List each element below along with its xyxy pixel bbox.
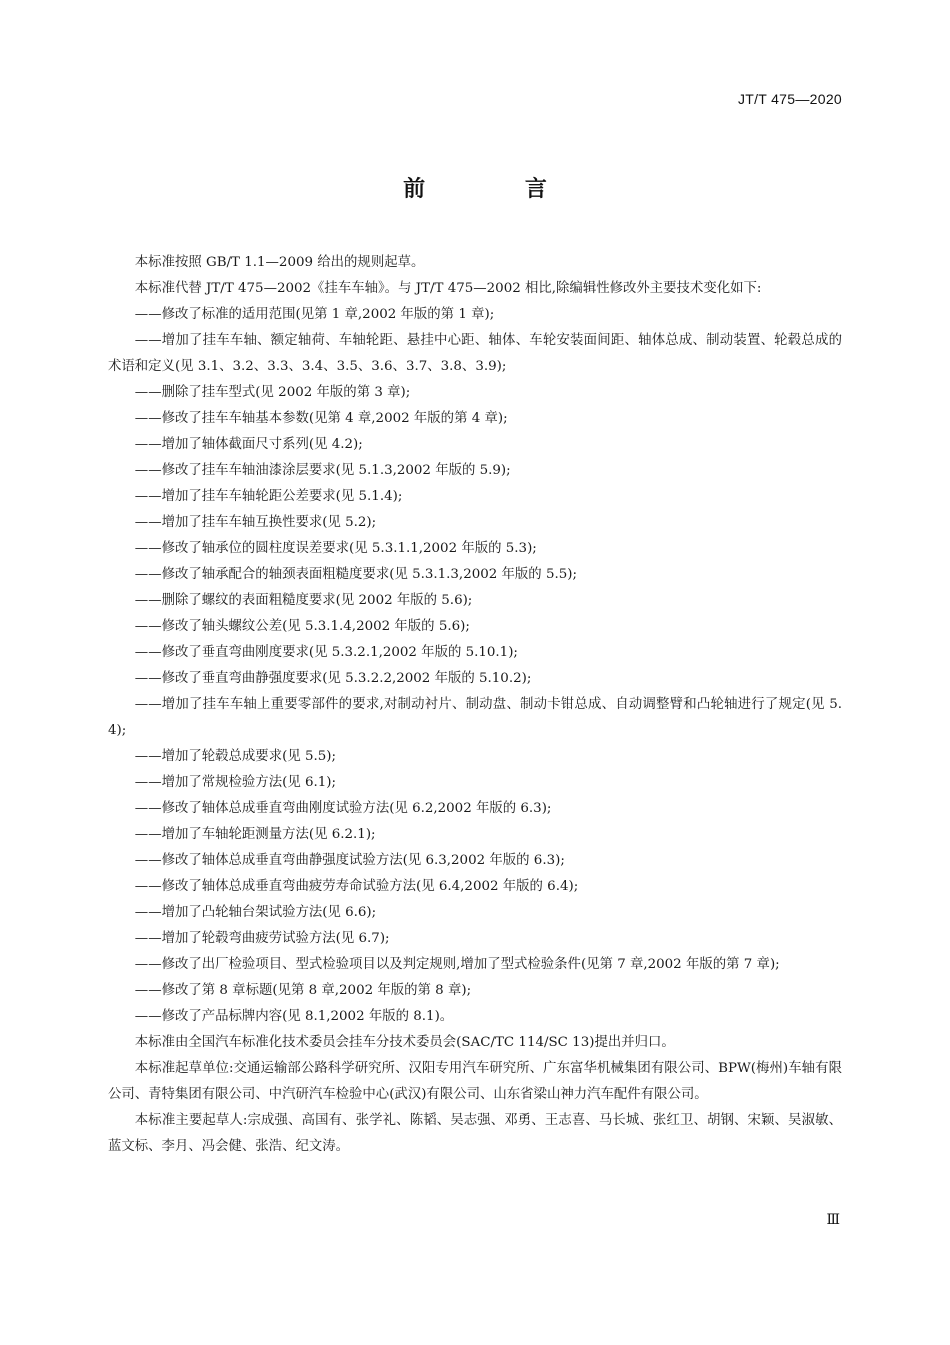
change-item: ——增加了凸轮轴台架试验方法(见 6.6); — [134, 905, 377, 920]
intro-paragraph: 本标准按照 GB/T 1.1—2009 给出的规则起草。 — [134, 255, 425, 270]
change-item: ——修改了垂直弯曲静强度要求(见 5.3.2.2,2002 年版的 5.10.2); — [134, 671, 532, 686]
drafters-paragraph: 本标准主要起草人:宗成强、高国有、张学礼、陈韬、吴志强、邓勇、王志喜、马长城、张红卫、胡钢、宋颖、吴淑敏、蓝文标、李月、冯会健、张浩、纪文涛。 — [108, 1113, 842, 1154]
change-item: ——修改了出厂检验项目、型式检验项目以及判定规则,增加了型式检验条件(见第 7 章,2002 年版的第 7 章); — [134, 957, 780, 972]
change-item: ——修改了挂车车轴基本参数(见第 4 章,2002 年版的第 4 章); — [134, 411, 508, 426]
change-item: ——修改了轴体总成垂直弯曲静强度试验方法(见 6.3,2002 年版的 6.3); — [134, 853, 565, 868]
change-item: ——增加了挂车车轴互换性要求(见 5.2); — [134, 515, 377, 530]
page-title: 前 言 — [403, 177, 593, 202]
drafting-units-paragraph: 本标准起草单位:交通运输部公路科学研究所、汉阳专用汽车研究所、广东富华机械集团有限公司、BPW(梅州)车轴有限公司、青特集团有限公司、中汽研汽车检验中心(武汉)有限公司、山东省梁山神力汽车配件有限公司。 — [108, 1061, 842, 1102]
change-item: ——增加了常规检验方法(见 6.1); — [134, 775, 336, 790]
changes-list — [108, 302, 842, 1030]
change-item: ——修改了轴承配合的轴颈表面粗糙度要求(见 5.3.1.3,2002 年版的 5.5); — [134, 567, 577, 582]
change-item: ——增加了挂车车轴上重要零部件的要求,对制动衬片、制动盘、制动卡钳总成、自动调整臂和凸轮轴进行了规定(见 5.4); — [108, 697, 842, 738]
change-item: ——增加了轮毂弯曲疲劳试验方法(见 6.7); — [134, 931, 390, 946]
change-item: ——增加了挂车车轴、额定轴荷、车轴轮距、悬挂中心距、轴体、车轮安装面间距、轴体总成、制动装置、轮毂总成的术语和定义(见 3.1、3.2、3.3、3.4、3.5、3.6、3.7、3.8、3.9); — [108, 333, 842, 374]
change-item: ——修改了挂车车轴油漆涂层要求(见 5.1.3,2002 年版的 5.9); — [134, 463, 511, 478]
proposer-paragraph: 本标准由全国汽车标准化技术委员会挂车分技术委员会(SAC/TC 114/SC 13)提出并归口。 — [134, 1035, 675, 1050]
change-item: ——修改了产品标牌内容(见 8.1,2002 年版的 8.1)。 — [134, 1009, 454, 1024]
change-item: ——修改了轴头螺纹公差(见 5.3.1.4,2002 年版的 5.6); — [134, 619, 470, 634]
change-item: ——修改了轴体总成垂直弯曲刚度试验方法(见 6.2,2002 年版的 6.3); — [134, 801, 552, 816]
change-item: ——修改了垂直弯曲刚度要求(见 5.3.2.1,2002 年版的 5.10.1); — [134, 645, 518, 660]
page-number: Ⅲ — [826, 1212, 840, 1228]
change-item: ——增加了挂车车轴轮距公差要求(见 5.1.4); — [134, 489, 403, 504]
change-item: ——增加了轮毂总成要求(见 5.5); — [134, 749, 336, 764]
standard-code: JT/T 475—2020 — [737, 91, 842, 107]
document-body — [108, 250, 842, 1160]
change-item: ——修改了轴体总成垂直弯曲疲劳寿命试验方法(见 6.4,2002 年版的 6.4); — [134, 879, 579, 894]
change-item: ——增加了车轴轮距测量方法(见 6.2.1); — [134, 827, 376, 842]
change-item: ——增加了轴体截面尺寸系列(见 4.2); — [134, 437, 363, 452]
change-item: ——删除了螺纹的表面粗糙度要求(见 2002 年版的 5.6); — [134, 593, 473, 608]
change-item: ——修改了第 8 章标题(见第 8 章,2002 年版的第 8 章); — [134, 983, 472, 998]
replacement-paragraph: 本标准代替 JT/T 475—2002《挂车车轴》。与 JT/T 475—2002 相比,除编辑性修改外主要技术变化如下: — [134, 281, 762, 296]
change-item: ——修改了轴承位的圆柱度误差要求(见 5.3.1.1,2002 年版的 5.3); — [134, 541, 537, 556]
change-item: ——删除了挂车型式(见 2002 年版的第 3 章); — [134, 385, 411, 400]
change-item: ——修改了标准的适用范围(见第 1 章,2002 年版的第 1 章); — [134, 307, 495, 322]
